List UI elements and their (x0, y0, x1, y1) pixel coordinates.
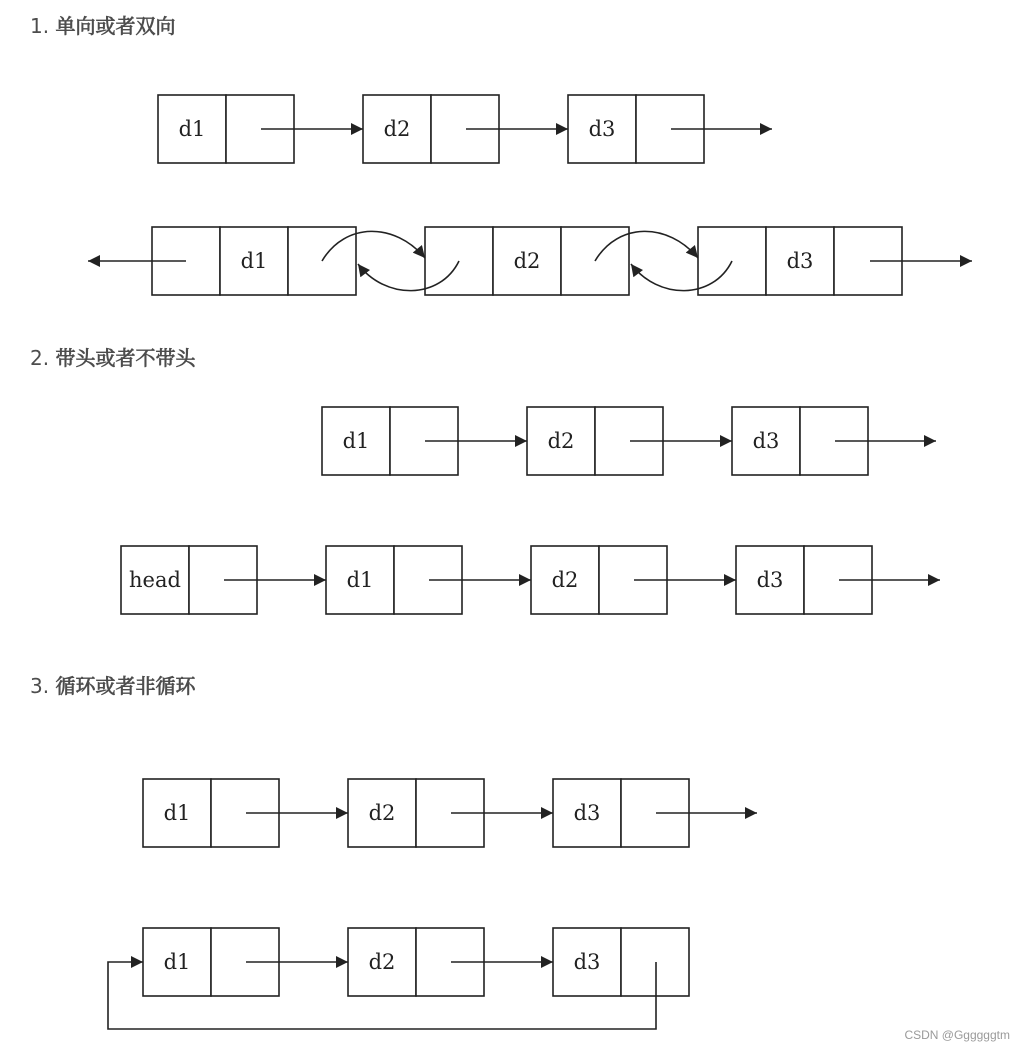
section-title: 单向或者双向 (55, 14, 176, 38)
node-label-d3: d3 (756, 568, 784, 592)
section-number: 2. (30, 346, 50, 370)
node-label-d3: d3 (588, 117, 616, 141)
node-label-d2: d2 (368, 801, 396, 825)
node-label-head: head (129, 568, 181, 592)
section-number: 1. (30, 14, 50, 38)
section-number: 3. (30, 674, 50, 698)
node-label-d3: d3 (786, 249, 814, 273)
node-label-d1: d1 (240, 249, 268, 273)
node-label-d2: d2 (368, 950, 396, 974)
node-label-d1: d1 (342, 429, 370, 453)
node-label-d3: d3 (573, 950, 601, 974)
node-label-d2: d2 (551, 568, 579, 592)
node-label-d1: d1 (178, 117, 206, 141)
section-title: 循环或者非循环 (55, 674, 196, 698)
node-label-d2: d2 (383, 117, 411, 141)
node-label-d2: d2 (513, 249, 541, 273)
node-label-d3: d3 (752, 429, 780, 453)
node-label-d2: d2 (547, 429, 575, 453)
section-title: 带头或者不带头 (55, 346, 196, 370)
watermark: CSDN @Ggggggtm (904, 1028, 1010, 1042)
node-label-d1: d1 (163, 801, 191, 825)
node-d3-next-cell (621, 928, 689, 996)
node-label-d3: d3 (573, 801, 601, 825)
node-label-d1: d1 (346, 568, 374, 592)
node-label-d1: d1 (163, 950, 191, 974)
